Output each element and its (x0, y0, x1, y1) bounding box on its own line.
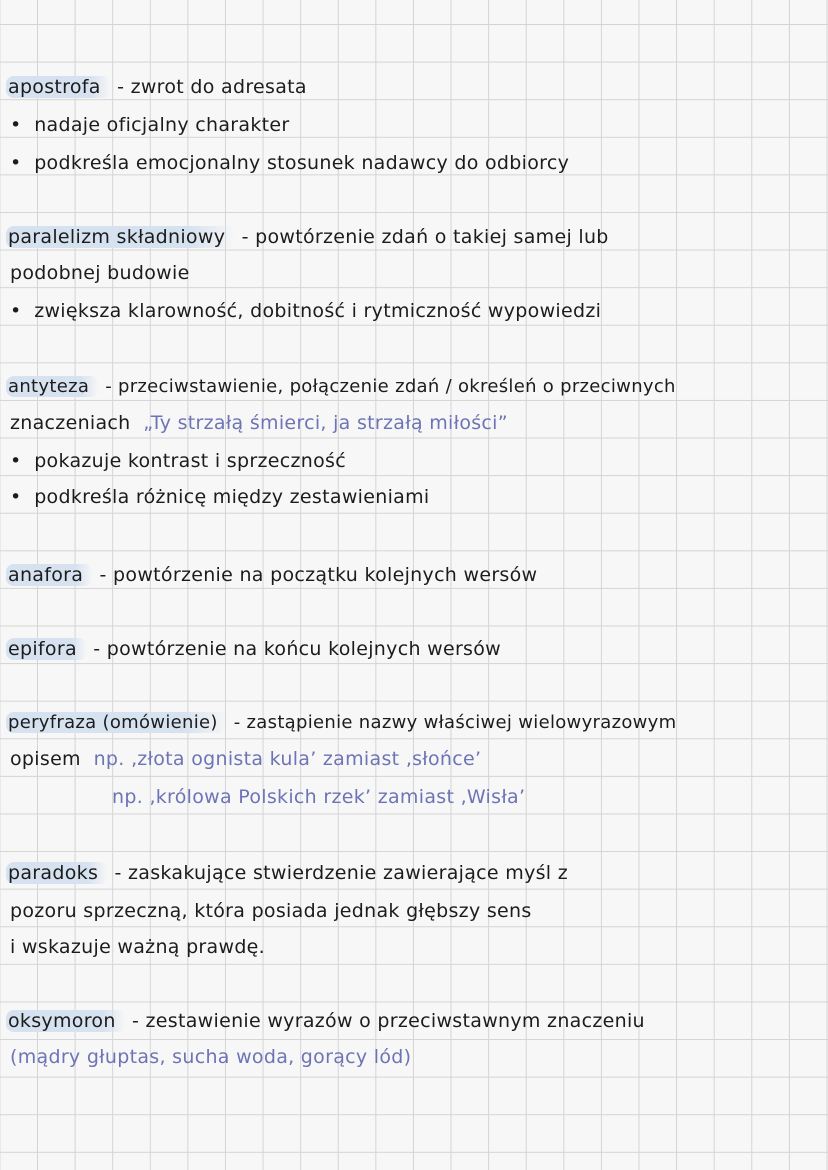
example: (mądry głuptas, sucha woda, gorący lód) (10, 1046, 412, 1068)
term: anafora (6, 564, 93, 586)
bullet-text: pokazuje kontrast i sprzeczność (34, 450, 346, 472)
term: apostrofa (6, 76, 111, 98)
definition: - powtórzenie zdań o takiej samej lub (235, 226, 609, 248)
bullet-text: podkreśla różnicę między zestawieniami (34, 486, 430, 508)
term: paradoks (6, 862, 108, 884)
definition-text: znaczeniach (10, 412, 131, 434)
definition: - powtórzenie na początku kolejnych wersów (93, 564, 538, 586)
entry-apostrofa (10, 76, 307, 98)
bullet: • pokazuje kontrast i sprzeczność (10, 450, 346, 472)
definition: - zestawienie wyrazów o przeciwstawnym znaczeniu (125, 1010, 645, 1032)
term: oksymoron (6, 1010, 126, 1032)
example: np. ‚królowa Polskich rzek’ zamiast ‚Wisła’ (112, 786, 526, 808)
term: antyteza (6, 376, 99, 397)
entry-paradoks (10, 862, 568, 884)
entry-anafora (10, 564, 537, 586)
bullet: • podkreśla różnicę między zestawieniami (10, 486, 430, 508)
definition-cont: i wskazuje ważną prawdę. (10, 936, 266, 958)
example: np. ‚złota ognista kula’ zamiast ‚słońce’ (93, 748, 482, 770)
definition-cont: pozoru sprzeczną, która posiada jednak głębszy sens (10, 900, 532, 922)
entry-paralelizm (10, 226, 609, 248)
bullet: • podkreśla emocjonalny stosunek nadawcy do odbiorcy (10, 152, 570, 174)
definition-cont (10, 748, 481, 770)
entry-oksymoron (10, 1010, 645, 1032)
bullet-text: zwiększa klarowność, dobitność i rytmiczność wypowiedzi (34, 300, 602, 322)
bullet: • zwiększa klarowność, dobitność i rytmiczność wypowiedzi (10, 300, 602, 322)
bullet-text: nadaje oficjalny charakter (34, 114, 290, 136)
term: peryfraza (omówienie) (6, 712, 228, 733)
definition: - przeciwstawienie, połączenie zdań / określeń o przeciwnych (99, 376, 676, 397)
definition-cont (10, 412, 508, 434)
definition: - zastąpienie nazwy właściwej wielowyrazowym (227, 712, 677, 733)
entry-epifora (10, 638, 501, 660)
term: epifora (6, 638, 87, 660)
entry-antyteza (10, 376, 676, 397)
bullet-text: podkreśla emocjonalny stosunek nadawcy do odbiorcy (34, 152, 570, 174)
definition-text: opisem (10, 748, 81, 770)
term: paralelizm składniowy (6, 226, 235, 248)
definition-cont: podobnej budowie (10, 262, 190, 284)
definition: - powtórzenie na końcu kolejnych wersów (86, 638, 502, 660)
example: „Ty strzałą śmierci, ja strzałą miłości” (143, 412, 508, 434)
definition: - zwrot do adresata (110, 76, 307, 98)
definition: - zaskakujące stwierdzenie zawierające myśl z (108, 862, 569, 884)
entry-peryfraza (10, 712, 676, 733)
bullet: • nadaje oficjalny charakter (10, 114, 290, 136)
